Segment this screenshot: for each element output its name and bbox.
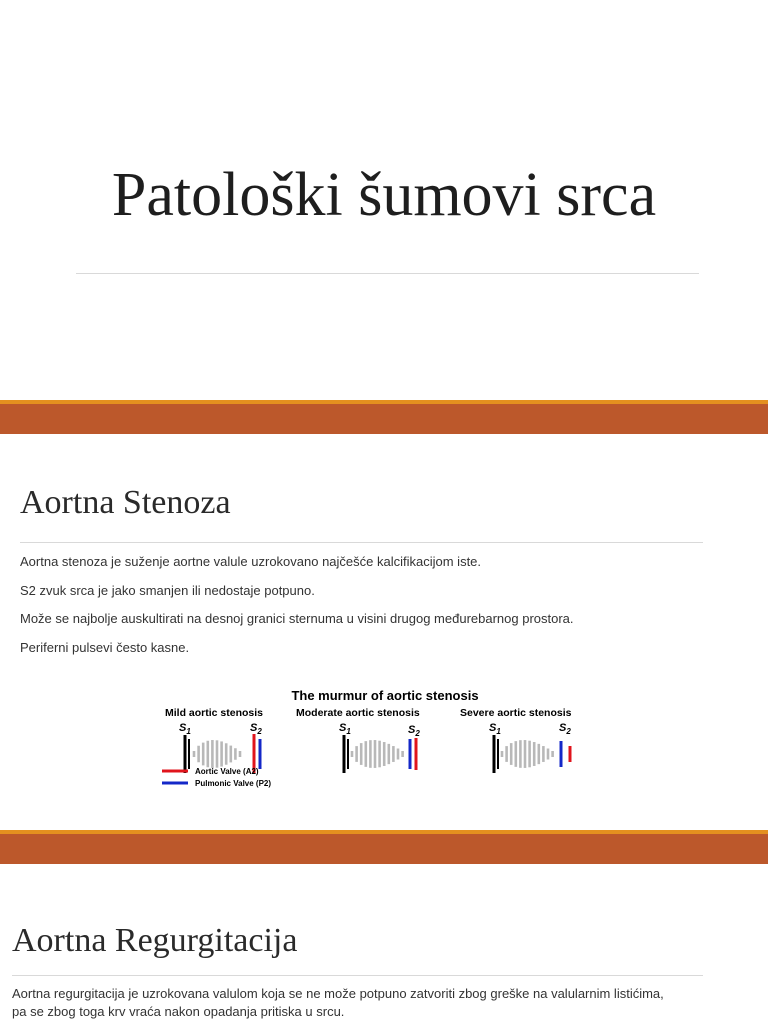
aortic-stenosis-slide: [0, 434, 768, 830]
paragraph: Može se najbolje auskultirati na desnoj granici sternuma u visini drugog međurebarnog prostora.: [20, 611, 574, 626]
s2-label: $S_2$: [559, 722, 571, 736]
panel-label: Severe aortic stenosis: [460, 707, 572, 719]
title-divider: [76, 273, 699, 274]
murmur-diagram: [150, 684, 620, 814]
s1-label: $S_1$: [339, 722, 351, 736]
paragraph: Aortna stenoza je suženje aortne valule uzrokovano najčešće kalcifikacijom iste.: [20, 554, 482, 569]
slide-heading: Aortna Stenoza: [20, 484, 231, 521]
figure-title: The murmur of aortic stenosis: [291, 688, 479, 703]
slide-title: Patološki šumovi srca: [111, 161, 657, 229]
paragraph: S2 zvuk srca je jako smanjen ili nedostaje potpuno.: [20, 583, 315, 598]
paragraph: Periferni pulsevi često kasne.: [20, 640, 190, 655]
panel-label: Mild aortic stenosis: [165, 707, 264, 719]
title-slide: [0, 0, 768, 400]
s1-label: $S_1$: [489, 722, 501, 736]
slide-separator-band: [0, 830, 768, 864]
slide-separator-band: [0, 400, 768, 434]
aortic-regurgitation-slide: [0, 866, 768, 1024]
s2-label: $S_2$: [250, 722, 262, 736]
heading-divider: [20, 542, 703, 543]
legend-label: Aortic Valve (A2): [195, 767, 259, 776]
slide-heading: Aortna Regurgitacija: [12, 922, 298, 959]
legend-label: Pulmonic Valve (P2): [195, 779, 272, 788]
s1-label: $S_1$: [179, 722, 191, 736]
paragraph: Aortna regurgitacija je uzrokovana valulom koja se ne može potpuno zatvoriti zbog greške na valularnim listićima, pa se zbog toga krv vraća nakon opadanja pritiska u srcu.: [12, 986, 664, 1019]
heading-divider: [12, 975, 703, 976]
s2-label: $S_2$: [408, 724, 420, 738]
panel-label: Moderate aortic stenosis: [296, 707, 420, 719]
